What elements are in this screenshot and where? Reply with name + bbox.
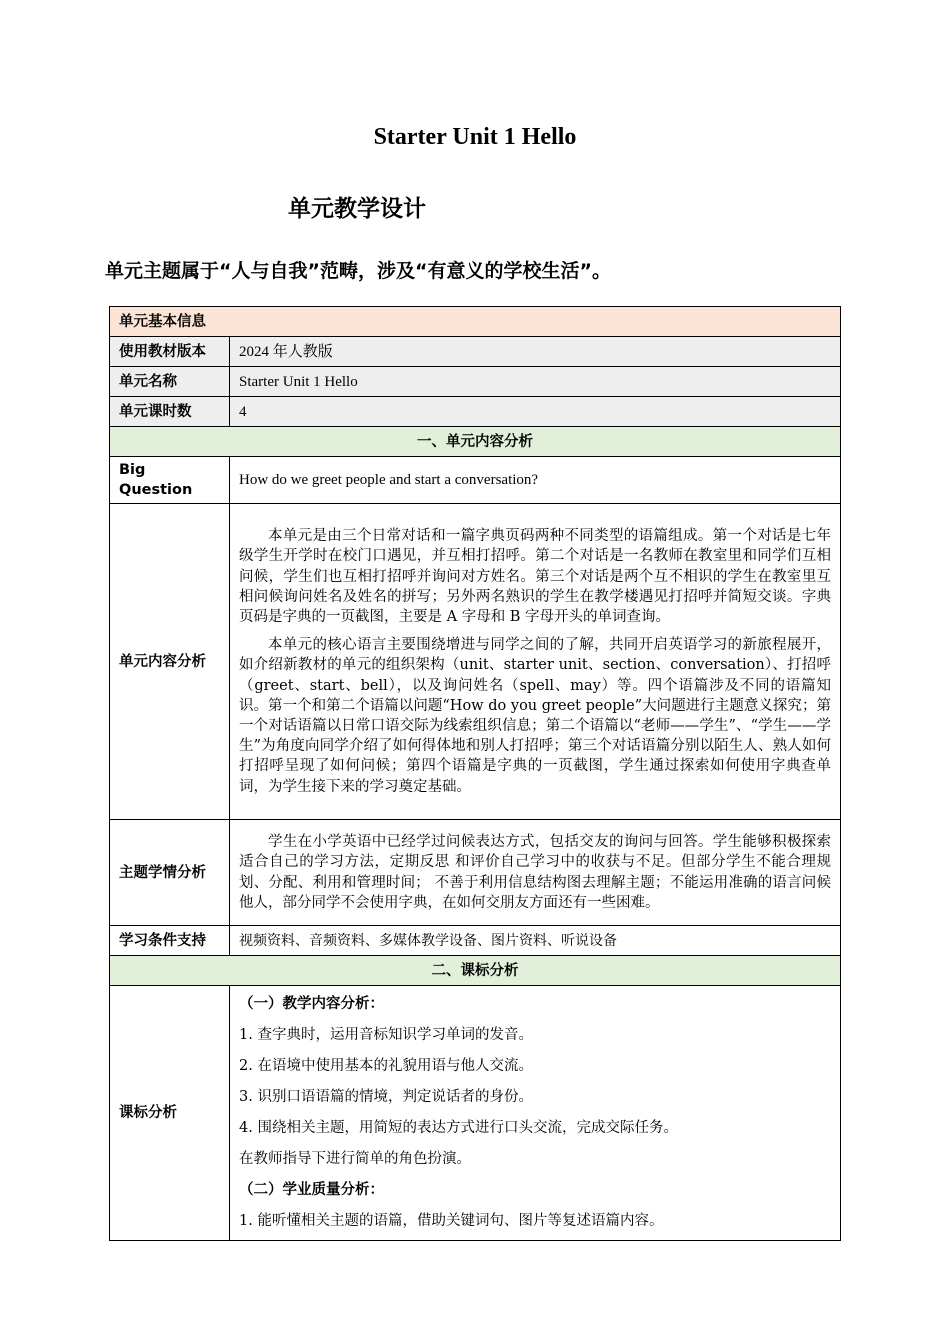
support-value: 视频资料、音频资料、多媒体教学设备、图片资料、听说设备 <box>230 926 841 956</box>
standards-cell <box>230 986 841 1241</box>
learner-analysis-label: 主题学情分析 <box>110 820 230 926</box>
textbook-label: 使用教材版本 <box>110 337 230 367</box>
section2-header: 二、课标分析 <box>110 956 841 986</box>
lessons-label: 单元课时数 <box>110 397 230 427</box>
standards-line: （二）学业质量分析： <box>239 1182 384 1198</box>
content-analysis-paragraph-1: 本单元是由三个日常对话和一篇字典页码两种不同类型的语篇组成。第一个对话是七年级学生开学时在校门口遇见，并互相打招呼。第二个对话是一名教师在教室里和同学们互相问候，学生们也互相打招呼并询问对方姓名。第三个对话是两个互不相识的学生在教室里互相问候询问姓名及姓名的拼写；另外两名熟识的学生在教学楼遇见打招呼并简短交谈。字典页码是字典的一页截图，主要是 A 字母和 B 字母开头的单词查询。 <box>239 528 831 625</box>
standards-line: 2. 在语境中使用基本的礼貌用语与他人交流。 <box>239 1058 533 1074</box>
section1-header-row <box>110 427 841 457</box>
unit-name-label: 单元名称 <box>110 367 230 397</box>
basic-info-header-row <box>110 307 841 337</box>
document-title: Starter Unit 1 Hello <box>373 124 577 150</box>
standards-line: 1. 查字典时，运用音标知识学习单词的发音。 <box>239 1027 533 1043</box>
standards-line: 在教师指导下进行简单的角色扮演。 <box>239 1151 471 1167</box>
content-analysis-row <box>110 504 841 820</box>
standards-row <box>110 986 841 1241</box>
section2-header-row <box>110 956 841 986</box>
learner-analysis-paragraph: 学生在小学英语中已经学过问候表达方式，包括交友的询问与回答。学生能够积极探索适合自己的学习方法，定期反思 和评价自己学习中的收获与不足。但部分学生不能合理规划、分配、利用和管理时间； 不善于利用信息结构图去理解主题；不能运用准确的语言问候他人，部分同学不会使用字典，在如何交朋友方面还有一些困难。 <box>239 834 831 911</box>
standards-line: 3. 识别口语语篇的情境，判定说话者的身份。 <box>239 1089 533 1105</box>
big-question-row <box>110 457 841 504</box>
unit-theme-statement: 单元主题属于“人与自我”范畴，涉及“有意义的学校生活”。 <box>105 260 611 282</box>
section1-header: 一、单元内容分析 <box>110 427 841 457</box>
standards-line: 4. 围绕相关主题，用简短的表达方式进行口头交流，完成交际任务。 <box>239 1120 678 1136</box>
unit-name-value: Starter Unit 1 Hello <box>230 367 841 397</box>
learner-analysis-row <box>110 820 841 926</box>
standards-label: 课标分析 <box>110 986 230 1241</box>
textbook-row <box>110 337 841 367</box>
lessons-value: 4 <box>230 397 841 427</box>
support-row <box>110 926 841 956</box>
support-label: 学习条件支持 <box>110 926 230 956</box>
unit-design-table <box>109 306 841 1241</box>
content-analysis-paragraph-2: 本单元的核心语言主要围绕增进与同学之间的了解，共同开启英语学习的新旅程展开，如介绍新教材的单元的组织架构（unit、starter unit、section、conversation）、打招呼（greet、start、bell），以及询问姓名（spell、may）等。四个语篇涉及不同的语篇知识。第一个和第二个语篇以问题“How do you greet people”大问题进行主题意义探究；第一个对话语篇以日常口语交际为线索组织信息；第二个语篇以“老师——学生”、“学生——学生”为角度向同学介绍了如何得体地和别人打招呼；第三个对话语篇分别以陌生人、熟人如何打招呼呈现了如何问候；第四个语篇是字典的一页截图，学生通过探索如何使用字典查单词，为学生接下来的学习奠定基础。 <box>239 637 831 795</box>
document-subtitle: 单元教学设计 <box>288 196 426 222</box>
big-question-label: Big Question <box>110 457 230 504</box>
content-analysis-cell <box>230 504 841 820</box>
lessons-row <box>110 397 841 427</box>
standards-line: 1. 能听懂相关主题的语篇，借助关键词句、图片等复述语篇内容。 <box>239 1213 664 1229</box>
big-question-value: How do we greet people and start a conversation? <box>230 457 841 504</box>
standards-line: （一）教学内容分析： <box>239 996 384 1012</box>
basic-info-header: 单元基本信息 <box>110 307 841 337</box>
textbook-value: 2024 年人教版 <box>230 337 841 367</box>
unit-name-row <box>110 367 841 397</box>
learner-analysis-cell <box>230 820 841 926</box>
content-analysis-label: 单元内容分析 <box>110 504 230 820</box>
